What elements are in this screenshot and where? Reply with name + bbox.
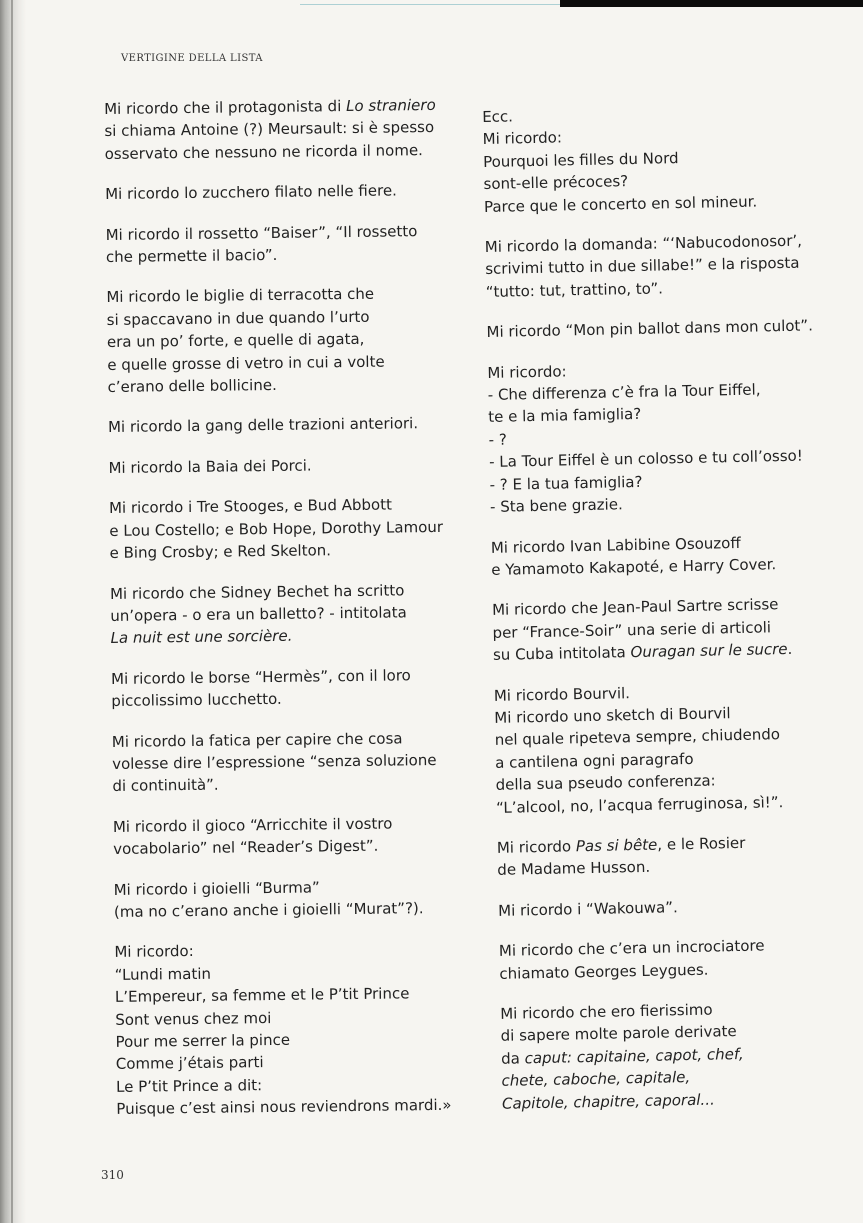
paragraph — [113, 811, 484, 860]
scan-edge-line — [300, 4, 560, 5]
text-line: e quelle grosse di vetro in cui a volte — [107, 352, 385, 374]
text-line: osservato che nessuno ne ricorda il nome. — [104, 140, 423, 163]
paragraph — [491, 529, 862, 581]
text-line: si chiama Antoine (?) Meursault: si è spesso — [104, 118, 435, 141]
text-line: - La Tour Eiffel è un colosso e tu coll’osso! — [488, 446, 803, 472]
text-line: chiamato Georges Leygues. — [499, 960, 709, 983]
binding-crease — [11, 0, 13, 1223]
paragraph — [498, 892, 863, 922]
paragraph — [492, 592, 863, 667]
paragraph — [497, 829, 863, 881]
text-line: si spaccavano in due quando l’urto — [106, 307, 370, 329]
text-line: Ecc. — [482, 107, 514, 126]
text-line: Mi ricordo che c’era un incrociatore — [498, 936, 765, 961]
italic-words: caput: capitaine, capot, chef, — [524, 1044, 744, 1068]
paragraph — [110, 578, 481, 650]
text-line: “L’alcool, no, l’acqua ferruginosa, sì!”. — [495, 792, 784, 817]
text-line: “Lundi matin — [114, 964, 212, 984]
text-line: Mi ricordo “Mon pin ballot dans mon culot”. — [486, 316, 814, 342]
text-line: Mi ricordo la gang delle trazioni anteriori. — [107, 414, 419, 437]
italic-words: Capitole, chapitre, caporal... — [501, 1090, 715, 1113]
text-line: volesse dire l’espressione “senza soluzione — [112, 750, 437, 773]
binding-shadow — [0, 0, 26, 1223]
text-line: te e la mia famiglia? — [488, 405, 642, 427]
italic-title: Lo straniero — [345, 95, 436, 116]
text-line: Mi ricordo: — [482, 128, 563, 149]
text-line: a cantilena ogni paragrafo — [495, 749, 694, 772]
text-line: e Bing Crosby; e Red Skelton. — [109, 541, 332, 563]
text-line: Mi ricordo il gioco “Arricchite il vostro — [112, 814, 393, 836]
text-line: era un po’ forte, e quelle di agata, — [106, 330, 365, 352]
text-line: Mi ricordo le borse “Hermès”, con il loro — [110, 666, 411, 688]
text-line: e Yamamoto Kakapoté, e Harry Cover. — [491, 555, 777, 579]
text-line: Mi ricordo: — [487, 362, 567, 382]
paragraph — [486, 314, 856, 344]
scan-edge-bar — [560, 0, 863, 7]
paragraph — [109, 493, 480, 565]
text-line: Mi ricordo che Jean-Paul Sartre scrisse — [491, 595, 779, 620]
paragraph — [112, 726, 483, 798]
text-line: L’Empereur, sa femme et le P’tit Prince — [114, 984, 410, 1007]
italic-title: Ouragan sur le sucre — [630, 640, 788, 662]
text-line: sont-elle précoces? — [483, 172, 629, 194]
text-line: Mi ricordo la domanda: “‘Nabucodonosor’, — [484, 231, 803, 257]
text-line: de Madame Husson. — [497, 858, 651, 880]
text-line: Mi ricordo che ero fierissimo — [500, 1000, 713, 1023]
text-run: su Cuba intitolata — [492, 643, 631, 665]
text-line: per “France-Soir” una serie di articoli — [492, 618, 772, 642]
italic-title: Pas si bête — [575, 835, 658, 856]
paragraph — [106, 282, 477, 399]
text-line: Mi ricordo la fatica per capire che cosa — [111, 728, 403, 751]
italic-title: La nuit est une sorcière. — [110, 627, 293, 648]
text-line: Mi ricordo i “Wakouwa”. — [497, 898, 678, 920]
paragraph — [111, 663, 482, 712]
paragraph — [114, 937, 486, 1121]
text-line: vocabolario” nel “Reader’s Digest”. — [113, 836, 379, 859]
right-column — [482, 99, 863, 1133]
paragraph — [108, 412, 478, 439]
text-line: piccolissimo lucchetto. — [111, 689, 282, 711]
text-line: Comme j’étais parti — [115, 1053, 264, 1074]
text-line: (ma no c’erano anche i gioielli “Murat”?). — [113, 899, 424, 921]
text-run: . — [787, 640, 793, 659]
text-line: scrivimi tutto in due sillabe!” e la risposta — [485, 254, 800, 279]
paragraph — [105, 179, 475, 206]
text-line: - Sta bene grazie. — [489, 495, 623, 517]
text-line: Mi ricordo: — [114, 942, 194, 962]
text-line: Mi ricordo uno sketch di Bourvil — [494, 704, 731, 727]
text-run: Mi ricordo — [496, 837, 577, 857]
text-line: “tutto: tut, trattino, to”. — [485, 279, 664, 301]
paragraph — [500, 995, 863, 1114]
text-line: della sua pseudo conferenza: — [495, 771, 716, 795]
paragraph — [494, 677, 863, 819]
text-line: Pourquoi les filles du Nord — [482, 148, 679, 171]
text-line: Mi ricordo i gioielli “Burma” — [113, 877, 320, 899]
text-line: che permette il bacio”. — [105, 245, 278, 267]
text-run: Mi ricordo che il protagonista di — [104, 97, 347, 118]
text-line: Sont venus chez moi — [115, 1008, 272, 1029]
text-line: Parce que le concerto en sol mineur. — [483, 192, 758, 216]
paragraph — [482, 99, 854, 218]
text-line: e Lou Costello; e Bob Hope, Dorothy Lamour — [109, 517, 444, 540]
text-line: Mi ricordo il rossetto “Baiser”, “Il rossetto — [105, 221, 418, 244]
paragraph — [106, 219, 477, 268]
text-line: Mi ricordo Ivan Labibine Osouzoff — [490, 533, 741, 557]
text-line: un’opera - o era un balletto? - intitolata — [110, 603, 407, 625]
text-line: Mi ricordo le biglie di terracotta che — [106, 285, 375, 307]
paragraph — [499, 933, 863, 985]
running-head: VERTIGINE DELLA LISTA — [121, 53, 263, 64]
text-line: Mi ricordo la Baia dei Porci. — [108, 456, 312, 477]
text-line: - ? — [488, 430, 508, 449]
paragraph — [114, 874, 485, 923]
text-run: , e le Rosier — [657, 833, 746, 854]
text-line: di continuità”. — [112, 775, 219, 796]
text-line: Le P’tit Prince a dit: — [115, 1075, 263, 1096]
text-line: Pour me serrer la pince — [115, 1030, 291, 1051]
italic-words: chete, caboche, capitale, — [501, 1068, 691, 1091]
text-line: di sapere molte parole derivate — [500, 1022, 737, 1046]
text-line: Puisque c’est ainsi nous reviendrons mardi.» — [116, 1096, 452, 1119]
paragraph — [104, 93, 475, 165]
text-line: - Che differenza c’è fra la Tour Eiffel, — [487, 380, 761, 405]
text-line: Mi ricordo i Tre Stooges, e Bud Abbott — [108, 495, 393, 518]
paragraph — [487, 354, 860, 518]
text-line: Mi ricordo che Sidney Bechet ha scritto — [109, 580, 405, 603]
text-line: Mi ricordo lo zucchero filato nelle fiere. — [105, 181, 397, 204]
paragraph — [485, 229, 856, 304]
text-line: c’erano delle bollicine. — [107, 375, 277, 397]
text-line: Mi ricordo Bourvil. — [493, 683, 631, 705]
paragraph — [108, 452, 478, 479]
text-line: - ? E la tua famiglia? — [489, 472, 643, 494]
text-line: nel quale ripeteva sempre, chiudendo — [494, 725, 781, 750]
text-run: da — [500, 1049, 525, 1068]
left-column — [104, 93, 487, 1138]
page-number: 310 — [101, 1168, 124, 1182]
